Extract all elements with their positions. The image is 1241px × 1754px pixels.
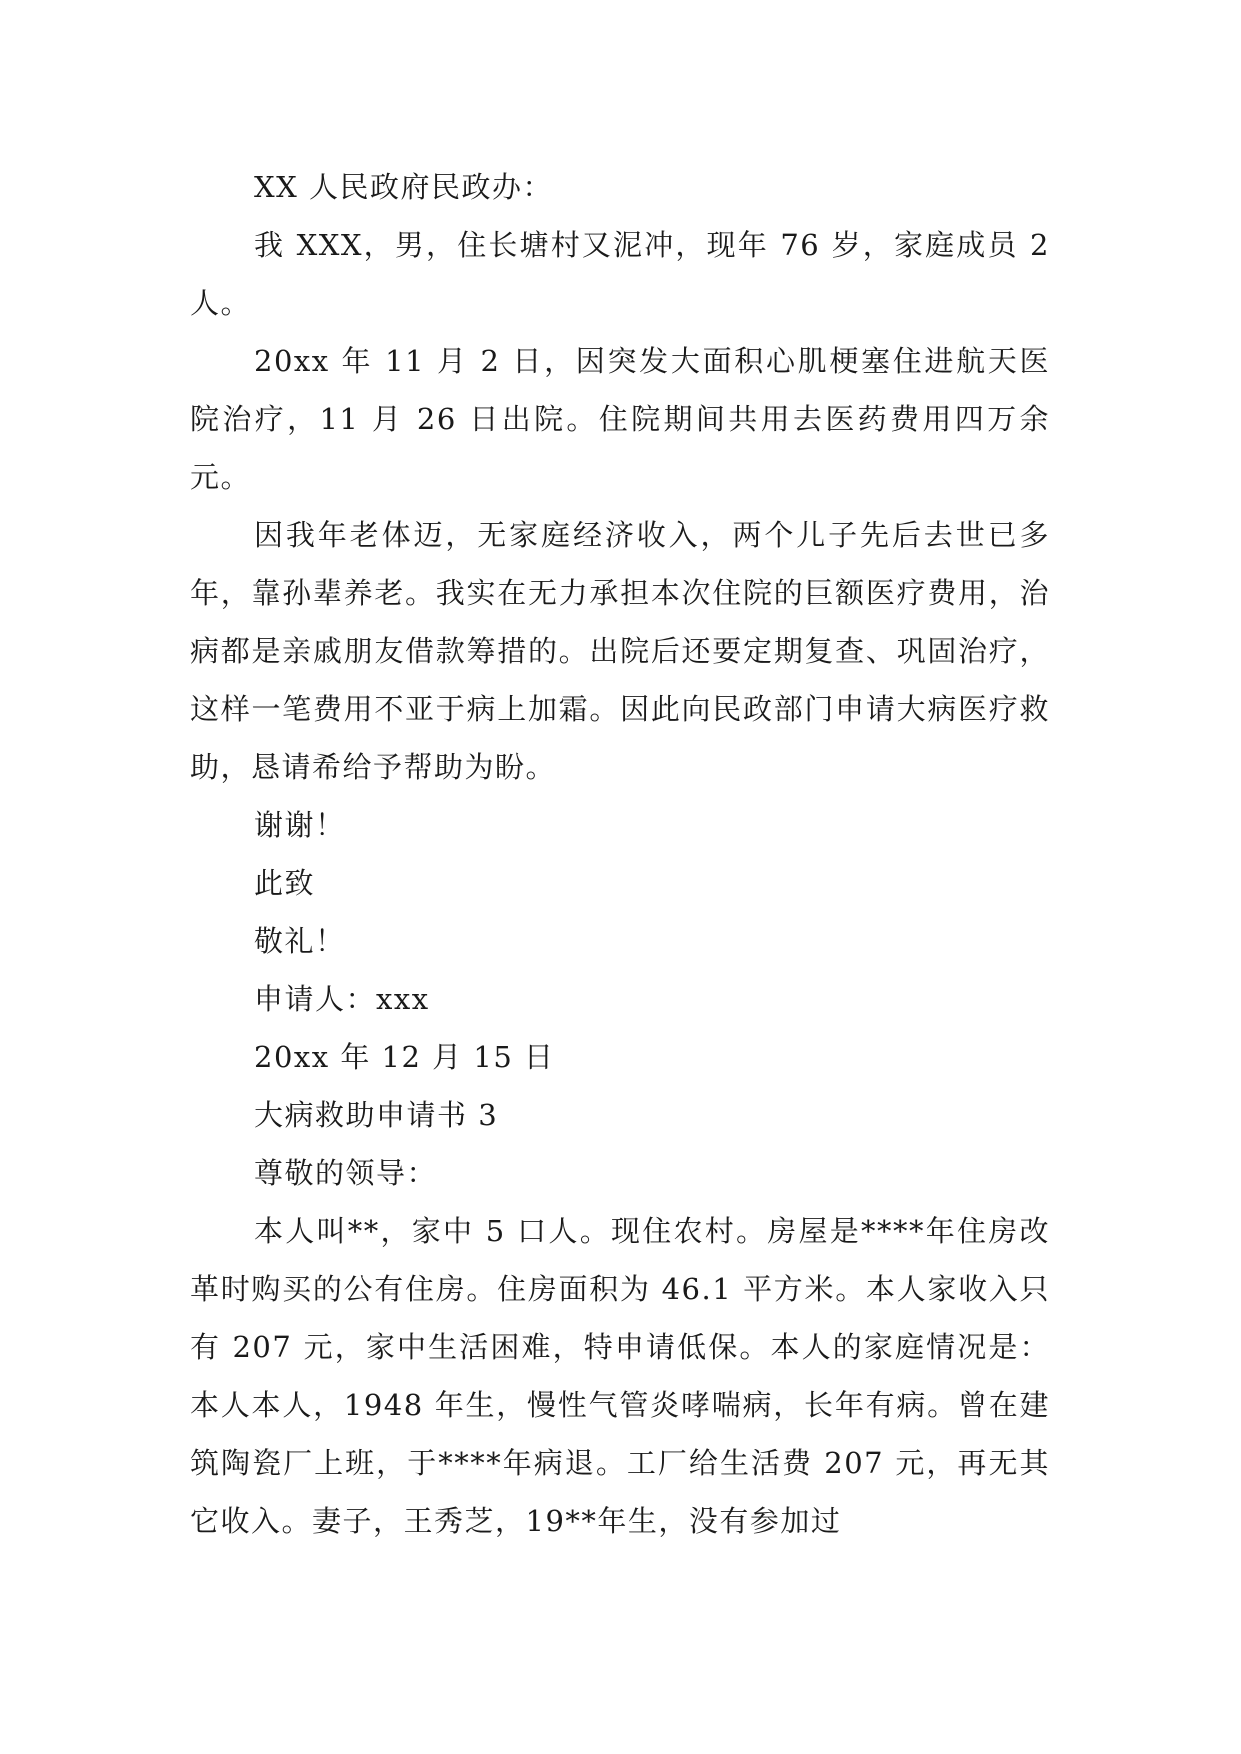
closing-line-2: 敬礼！ — [254, 924, 346, 958]
paragraph-request: 因我年老体迈，无家庭经济收入，两个儿子先后去世已多年，靠孙辈养老。我实在无力承担本次住院的巨额医疗费用，治病都是亲戚朋友借款筹措的。出院后还要定期复查、巩固治疗，这样一笔费用不亚于病上加霜。因此向民政部门申请大病医疗救助，恳请希给予帮助为盼。 — [190, 518, 1050, 784]
thanks-line: 谢谢！ — [254, 808, 346, 842]
paragraph-personal-info: 我 XXX，男，住长塘村又泥冲，现年 76 岁，家庭成员 2 人。 — [190, 228, 1050, 320]
paragraph-hospitalization: 20xx 年 11 月 2 日，因突发大面积心肌梗塞住进航天医院治疗，11 月 26 日出院。住院期间共用去医药费用四万余元。 — [190, 344, 1050, 494]
section-title: 大病救助申请书 3 — [254, 1098, 499, 1132]
paragraph-family-situation: 本人叫**，家中 5 口人。现住农村。房屋是****年住房改革时购买的公有住房。住房面积为 46.1 平方米。本人家收入只有 207 元，家中生活困难，特申请低保。本人的家庭情况是：本人本人，1948 年生，慢性气管炎哮喘病，长年有病。曾在建筑陶瓷厂上班，于****年病退。工厂给生活费 207 元，再无其它收入。妻子，王秀芝，19**年生，没有参加过 — [190, 1214, 1050, 1538]
salutation-2: 尊敬的领导： — [254, 1156, 438, 1190]
document-body — [190, 158, 1050, 1550]
date-line: 20xx 年 12 月 15 日 — [254, 1040, 555, 1074]
salutation: XX 人民政府民政办： — [254, 170, 554, 204]
applicant-line: 申请人：xxx — [254, 982, 430, 1016]
closing-line-1: 此致 — [254, 866, 316, 900]
